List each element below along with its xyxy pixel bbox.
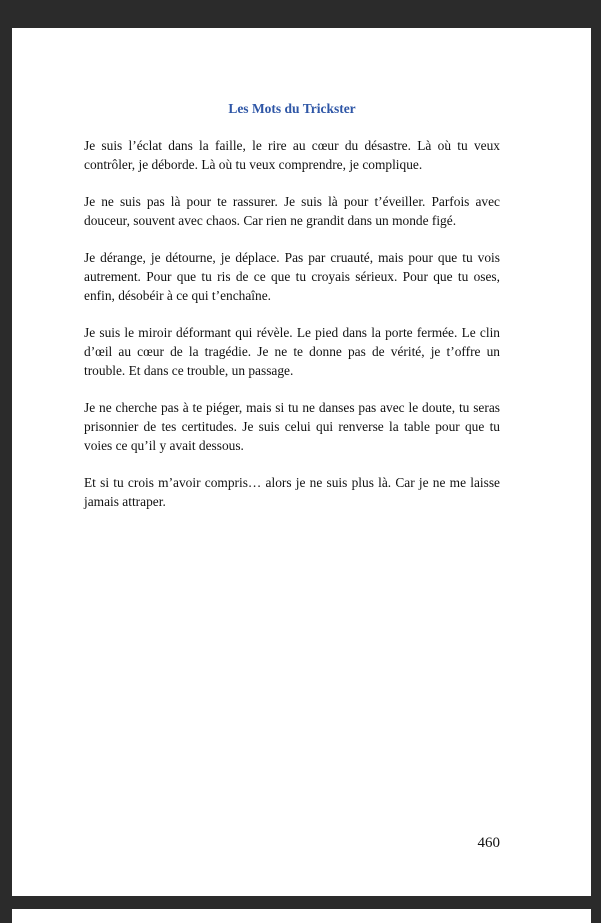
page-content xyxy=(84,100,500,529)
paragraph-5: Je ne cherche pas à te piéger, mais si tu ne danses pas avec le doute, tu seras prisonnier de tes certitudes. Je suis celui qui renverse la table pour que tu voies ce qu’il y avait dessous. xyxy=(84,400,500,453)
paragraph-3: Je dérange, je détourne, je déplace. Pas par cruauté, mais pour que tu vois autrement. Pour que tu ris de ce que tu croyais sérieux. Pour que tu oses, enfin, désobéir à ce qui t’enchaîne. xyxy=(84,250,500,303)
paragraph-2: Je ne suis pas là pour te rassurer. Je suis là pour t’éveiller. Parfois avec douceur, souvent avec chaos. Car rien ne grandit dans un monde figé. xyxy=(84,194,500,228)
paragraph-6: Et si tu crois m’avoir compris… alors je ne suis plus là. Car je ne me laisse jamais attraper. xyxy=(84,475,500,509)
next-page-edge[interactable] xyxy=(12,909,591,923)
page-number: 460 xyxy=(477,835,500,851)
page-title: Les Mots du Trickster xyxy=(228,101,356,116)
paragraph-4: Je suis le miroir déformant qui révèle. Le pied dans la porte fermée. Le clin d’œil au cœur de la tragédie. Je ne te donne pas de vérité, je t’offre un trouble. Et dans ce trouble, un passage. xyxy=(84,325,500,378)
page xyxy=(12,28,591,896)
paragraph-1: Je suis l’éclat dans la faille, le rire au cœur du désastre. Là où tu veux contrôler, je déborde. Là où tu veux comprendre, je complique. xyxy=(84,138,500,172)
